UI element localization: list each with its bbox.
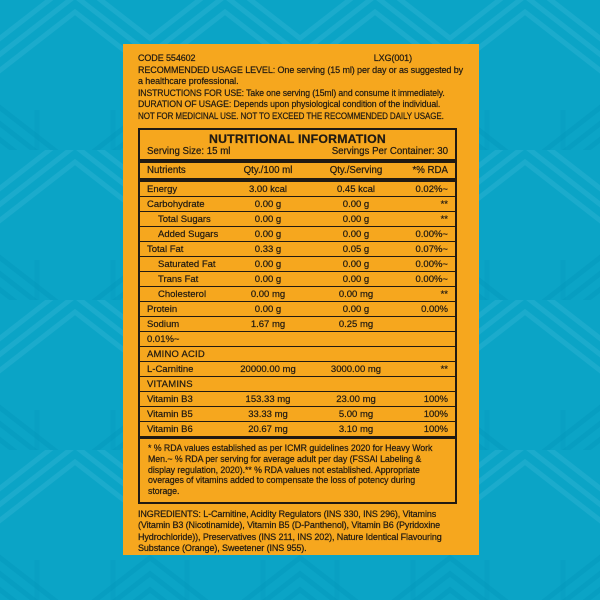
- nutrient-name: Vitamin B6: [147, 423, 193, 435]
- column-nutrients: Nutrients: [147, 165, 186, 176]
- rda-percent: 0.00%~: [415, 258, 448, 270]
- nutrient-name: Saturated Fat: [158, 258, 216, 270]
- column-qty-100ml: Qty./100 ml: [243, 165, 293, 176]
- qty-per-serving: 0.05 g: [342, 243, 370, 255]
- rda-percent: 100%: [423, 393, 448, 405]
- qty-per-100ml: 33.33 mg: [248, 408, 288, 420]
- rda-percent: 0.02%~: [415, 183, 448, 195]
- qty-per-serving: 0.00 g: [342, 303, 370, 315]
- nutrient-name: VITAMINS: [147, 378, 193, 390]
- table-row: [140, 362, 455, 377]
- qty-per-100ml: 1.67 mg: [250, 318, 286, 330]
- rda-percent: 0.00%~: [415, 228, 448, 240]
- qty-per-100ml: 3.00 kcal: [248, 183, 288, 195]
- qty-per-100ml: 0.00 g: [254, 213, 282, 225]
- table-row: [140, 332, 455, 347]
- column-rda: *% RDA: [412, 165, 448, 176]
- panel-title: NUTRITIONAL INFORMATION: [209, 132, 386, 146]
- nutrient-name: Energy: [147, 183, 178, 195]
- nutrient-name: Protein: [147, 303, 178, 315]
- table-row: [140, 287, 455, 302]
- qty-per-serving: 0.25 mg: [338, 318, 374, 330]
- table-row: [140, 257, 455, 272]
- table-row: [140, 197, 455, 212]
- product-code: CODE 554602: [138, 53, 196, 63]
- qty-per-100ml: 0.00 g: [254, 273, 282, 285]
- rda-percent: **: [440, 288, 448, 300]
- qty-per-serving: 0.00 g: [342, 273, 370, 285]
- qty-per-100ml: 0.00 g: [254, 258, 282, 270]
- qty-per-serving: 0.00 g: [342, 228, 370, 240]
- instructions-text: INSTRUCTIONS FOR USE: Take one serving (15ml) and consume it immediately.: [138, 87, 445, 98]
- qty-per-100ml: 0.00 g: [254, 303, 282, 315]
- table-row: [140, 407, 455, 422]
- qty-per-100ml: 0.00 g: [254, 198, 282, 210]
- nutrient-name: Cholesterol: [158, 288, 207, 300]
- rda-percent: 100%: [423, 423, 448, 435]
- table-row: [140, 422, 455, 436]
- qty-per-100ml: 0.00 g: [254, 228, 282, 240]
- nutrient-name: Added Sugars: [158, 228, 219, 240]
- qty-per-serving: 5.00 mg: [338, 408, 374, 420]
- rda-percent: **: [440, 213, 448, 225]
- nutritional-information-panel: [138, 128, 457, 504]
- rda-percent: 0.07%~: [415, 243, 448, 255]
- serving-size: Serving Size: 15 ml: [147, 146, 231, 157]
- nutrient-name: Total Fat: [147, 243, 184, 255]
- rda-percent: 0.00%~: [415, 273, 448, 285]
- nutrient-name: Trans Fat: [158, 273, 199, 285]
- qty-per-100ml: 20000.00 mg: [240, 363, 296, 375]
- table-row: [140, 347, 455, 362]
- qty-per-100ml: 153.33 mg: [245, 393, 291, 405]
- qty-per-serving: 3000.00 mg: [330, 363, 382, 375]
- recommended-usage-text: RECOMMENDED USAGE LEVEL: One serving (15 ml) per day or as suggested by a healthcare professional.: [138, 64, 464, 86]
- batch-code: LXG(001): [373, 53, 412, 63]
- product-nutrition-label: [123, 44, 479, 555]
- table-row: [140, 272, 455, 287]
- serving-row: [140, 146, 455, 159]
- qty-per-100ml: 0.33 g: [254, 243, 282, 255]
- nutrition-table-body: [140, 182, 455, 436]
- code-row: [138, 53, 464, 65]
- rda-percent: 100%: [423, 408, 448, 420]
- nutrient-name: Sodium: [147, 318, 180, 330]
- nutrient-name: Vitamin B3: [147, 393, 193, 405]
- nutrient-name: Total Sugars: [158, 213, 211, 225]
- rda-percent: **: [440, 198, 448, 210]
- usage-info-block: [138, 53, 464, 122]
- duration-text: DURATION OF USAGE: Depends upon physiological condition of the individual.: [138, 99, 441, 109]
- column-qty-serving: Qty./Serving: [329, 165, 383, 176]
- table-column-header: [140, 163, 455, 178]
- warning-text: NOT FOR MEDICINAL USE. NOT TO EXCEED THE RECOMMENDED DAILY USAGE.: [138, 110, 444, 121]
- qty-per-serving: 0.00 g: [342, 213, 370, 225]
- qty-per-serving: 0.00 g: [342, 198, 370, 210]
- qty-per-serving: 0.00 g: [342, 258, 370, 270]
- table-row: [140, 227, 455, 242]
- nutrient-name: Carbohydrate: [147, 198, 205, 210]
- nutrient-name: 0.01%~: [147, 333, 180, 345]
- table-row: [140, 242, 455, 257]
- qty-per-serving: 3.10 mg: [338, 423, 374, 435]
- table-row: [140, 392, 455, 407]
- table-row: [140, 302, 455, 317]
- ingredients-text: INGREDIENTS: L-Carnitine, Acidity Regulators (INS 330, INS 296), Vitamins (Vitamin B3 (Nicotinamide), Vitamin B5 (D-Panthenol), Vitamin B6 (Pyridoxine Hydrochloride)), Preservatives (INS 211, INS 202), Nature Identical Flavouring Substance (Orange), Sweetener (INS 955).: [138, 508, 442, 553]
- qty-per-serving: 23.00 mg: [336, 393, 376, 405]
- rda-percent: **: [440, 363, 448, 375]
- qty-per-serving: 0.00 mg: [338, 288, 374, 300]
- nutrient-name: Vitamin B5: [147, 408, 193, 420]
- qty-per-100ml: 0.00 mg: [250, 288, 286, 300]
- table-row: [140, 377, 455, 392]
- rda-percent: 0.00%: [421, 303, 448, 315]
- table-row: [140, 317, 455, 332]
- table-row: [140, 182, 455, 197]
- rda-footnote: * % RDA values established as per ICMR guidelines 2020 for Heavy Work Men.~ % RDA per serving for average adult per day (FSSAI Labeling & display regulation, 2020).** % RDA values not established. Appropriate overages of vitamins added to compensate the loss of potency during storage.: [148, 443, 433, 497]
- nutrient-name: AMINO ACID: [147, 348, 205, 360]
- nutrient-name: L-Carnitine: [147, 363, 194, 375]
- table-row: [140, 212, 455, 227]
- servings-per-container: Servings Per Container: 30: [331, 146, 448, 157]
- qty-per-100ml: 20.67 mg: [248, 423, 288, 435]
- qty-per-serving: 0.45 kcal: [336, 183, 376, 195]
